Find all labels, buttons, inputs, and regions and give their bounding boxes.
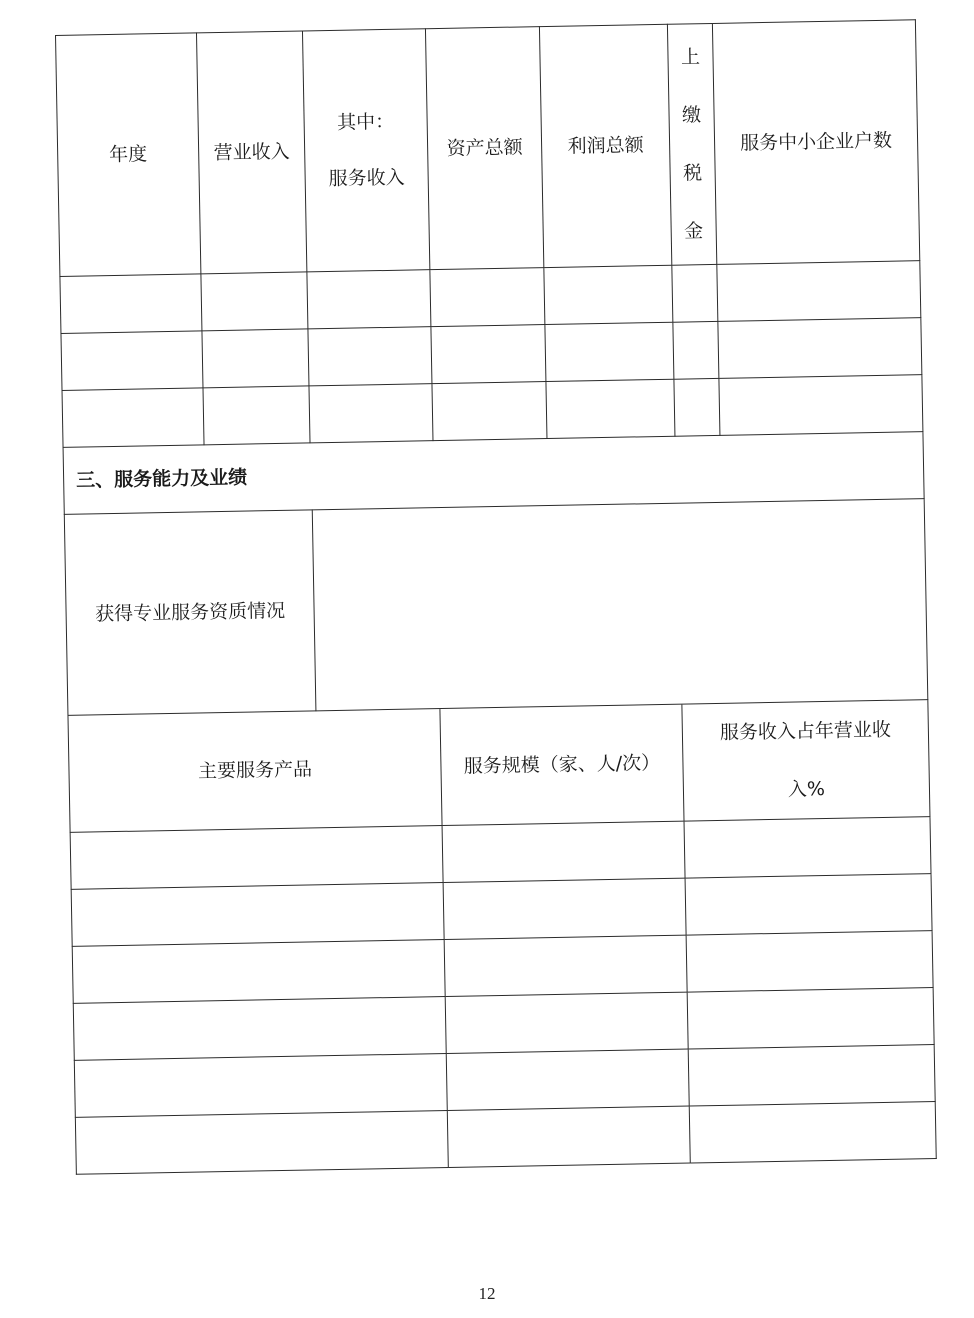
cell-total-profit[interactable] [545,322,674,381]
cell-ratio[interactable] [689,1102,936,1163]
cell-scale[interactable] [442,821,685,882]
header-ratio-line1: 服务收入占年营业收 [719,718,892,744]
cell-tax-paid[interactable] [674,378,720,436]
cell-operating-revenue[interactable] [203,386,310,445]
capability-table [63,432,929,716]
cell-year[interactable] [61,331,203,391]
cell-scale[interactable] [444,935,687,996]
header-sme-count: 服务中小企业户数 [712,20,919,265]
cell-product[interactable] [75,1110,448,1174]
header-service-revenue-line2: 服务收入 [328,166,405,191]
header-tax-char: 缴 [681,104,702,127]
form-sheet [55,19,936,1175]
cell-product[interactable] [73,997,446,1061]
cell-product[interactable] [74,1054,447,1118]
header-tax-char: 上 [680,46,701,69]
cell-operating-revenue[interactable] [201,272,308,331]
page-number: 12 [478,1284,496,1303]
cell-ratio[interactable] [687,988,934,1049]
cell-total-profit[interactable] [546,379,675,438]
header-total-profit: 利润总额 [539,24,671,267]
header-operating-revenue: 营业收入 [196,31,306,274]
cell-sme-count[interactable] [718,318,922,379]
cell-ratio[interactable] [684,817,931,878]
qualification-label: 获得专业服务资质情况 [64,510,316,716]
header-total-assets: 资产总额 [425,27,543,270]
cell-operating-revenue[interactable] [202,329,309,388]
cell-product[interactable] [71,883,444,947]
cell-scale[interactable] [446,1049,689,1110]
cell-scale[interactable] [447,1106,690,1167]
cell-total-assets[interactable] [432,382,547,441]
cell-service-revenue[interactable] [307,270,431,329]
cell-service-revenue[interactable] [309,384,433,443]
cell-sme-count[interactable] [717,261,921,322]
cell-tax-paid[interactable] [672,264,718,322]
cell-product[interactable] [72,940,445,1004]
cell-total-assets[interactable] [430,268,545,327]
header-scale: 服务规模（家、人/次） [440,705,684,826]
section-title: 三、服务能力及业绩 [63,432,924,514]
header-service-revenue [302,29,429,272]
cell-year[interactable] [62,388,204,448]
cell-total-profit[interactable] [544,265,673,324]
cell-tax-paid[interactable] [673,321,719,379]
header-tax-char: 金 [683,220,704,243]
header-product: 主要服务产品 [68,709,442,832]
cell-ratio[interactable] [685,874,932,935]
cell-sme-count[interactable] [719,375,923,436]
header-tax-paid [667,23,716,265]
header-tax-char: 税 [682,162,703,185]
cell-service-revenue[interactable] [308,327,432,386]
qualification-row [64,499,928,716]
cell-product[interactable] [70,826,443,890]
cell-scale[interactable] [443,878,686,939]
cell-scale[interactable] [445,992,688,1053]
finance-table [55,19,923,448]
service-header-row [68,700,930,832]
cell-total-assets[interactable] [431,325,546,384]
finance-header-row [56,20,920,277]
qualification-value[interactable] [312,499,928,711]
service-table [67,700,936,1175]
header-year: 年度 [56,33,201,277]
header-service-revenue-line1: 其中： [336,110,395,134]
cell-ratio[interactable] [686,931,933,992]
cell-ratio[interactable] [688,1045,935,1106]
cell-year[interactable] [60,274,202,334]
header-ratio-line2: 入% [787,778,826,801]
header-ratio [682,700,930,821]
